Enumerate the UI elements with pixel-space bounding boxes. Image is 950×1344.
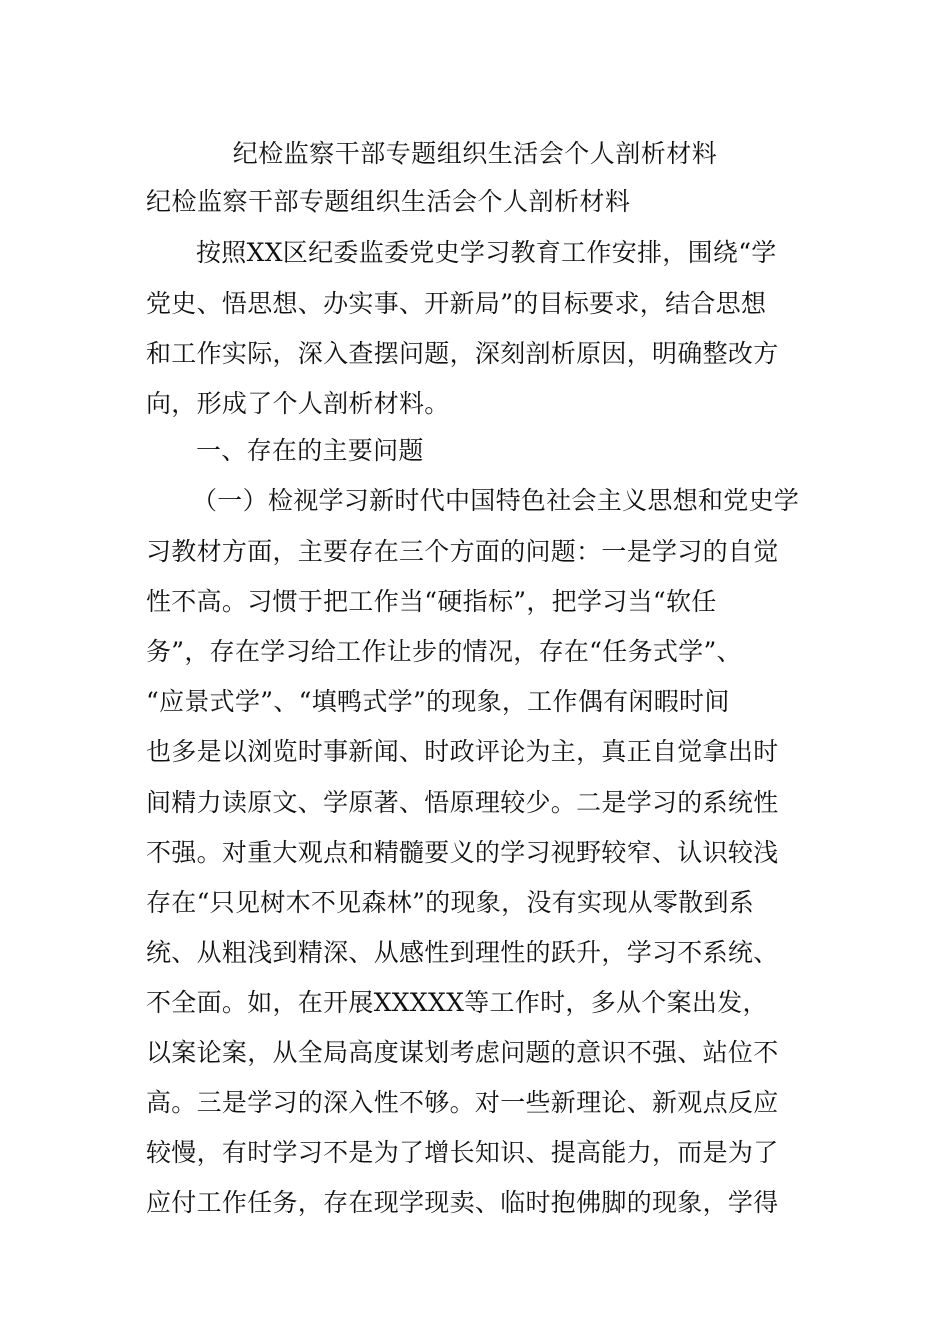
paragraph-line: 性不高。习惯于把工作当“硬指标”，把学习当“软任 xyxy=(146,587,717,616)
paragraph-line: 统、从粗浅到精深、从感性到理性的跃升，学习不系统、 xyxy=(146,938,779,967)
paragraph-line: 向，形成了个人剖析材料。 xyxy=(146,389,450,418)
document-subtitle: 纪检监察干部专题组织生活会个人剖析材料 xyxy=(146,187,631,216)
paragraph-line: 和工作实际，深入查摆问题，深刻剖析原因，明确整改方 xyxy=(146,339,779,368)
paragraph-line: 高。三是学习的深入性不够。对一些新理论、新观点反应 xyxy=(146,1088,779,1117)
document-title: 纪检监察干部专题组织生活会个人剖析材料 xyxy=(232,139,718,168)
paragraph-line: 较慢，有时学习不是为了增长知识、提高能力，而是为了 xyxy=(146,1138,779,1167)
paragraph-line: 不强。对重大观点和精髓要义的学习视野较窄、认识较浅 xyxy=(146,838,779,867)
paragraph-line: 不全面。如，在开展XXXXX等工作时，多从个案出发， xyxy=(146,988,768,1017)
paragraph-line: 习教材方面，主要存在三个方面的问题：一是学习的自觉 xyxy=(146,537,779,566)
paragraph-line: 存在“只见树木不见森林”的现象，没有实现从零散到系 xyxy=(146,888,755,917)
paragraph-line: 以案论案，从全局高度谋划考虑问题的意识不强、站位不 xyxy=(146,1038,779,1067)
paragraph-line: 也多是以浏览时事新闻、时政评论为主，真正自觉拿出时 xyxy=(146,737,779,766)
paragraph-line: （一）检视学习新时代中国特色社会主义思想和党史学 xyxy=(192,486,800,515)
paragraph-line: 务”，存在学习给工作让步的情况，存在“任务式学”、 xyxy=(146,637,742,666)
paragraph-line: 按照XX区纪委监委党史学习教育工作安排，围绕“学 xyxy=(196,238,777,267)
paragraph-line: 应付工作任务，存在现学现卖、临时抱佛脚的现象，学得 xyxy=(146,1188,779,1217)
section-heading: 一、存在的主要问题 xyxy=(196,436,424,465)
paragraph-line: 间精力读原文、学原著、悟原理较少。二是学习的系统性 xyxy=(146,788,779,817)
paragraph-line: 党史、悟思想、办实事、开新局”的目标要求，结合思想 xyxy=(146,289,767,318)
paragraph-line: “应景式学”、“填鸭式学”的现象，工作偶有闲暇时间 xyxy=(146,687,730,716)
